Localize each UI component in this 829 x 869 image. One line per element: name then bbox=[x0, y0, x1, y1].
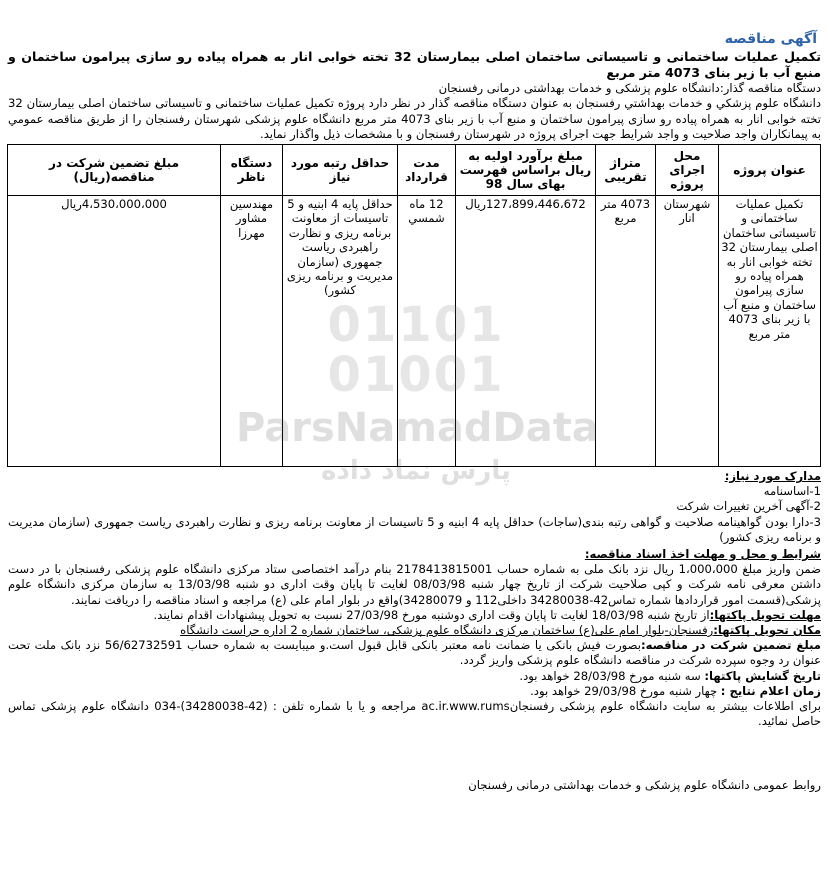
header-guarantee: مبلغ تضمین شرکت در مناقصه(ریال) bbox=[8, 145, 221, 196]
watermark-digits: 01001 bbox=[327, 347, 505, 403]
table-header-row bbox=[8, 145, 821, 196]
table-row bbox=[8, 196, 821, 467]
watermark-brand: ParsNamadData bbox=[236, 405, 599, 451]
delivery-time bbox=[8, 608, 821, 623]
header-estimate: مبلغ برآورد اولیه به ریال براساس فهرست بهای سال 98 bbox=[456, 145, 596, 196]
documents-item: 1-اساسنامه bbox=[763, 484, 821, 499]
conditions-text: ضمن واریز مبلغ 1،000،000 ریال نزد بانک ملی به شماره حساب 2178413815001 بنام درآمد اختصاصی ستاد مرکزی دانشگاه علوم پزشکی رفسنجان با در دست داشتن معرفی نامه شرکت و کپی صلاحیت شرکت از تاریخ چهار شنبه 08/03/98 لغایت تا پایان وقت اداری دو شنبه 13/03/98 به سازمان مرکزی دانشگاه علوم پزشکی(قسمت امور قراردادها شماره تماس42-34280038 داخلی112 و 34280079)واقع در بلوار امام علی (ع) مراجعه و اسناد مناقصه را دریافت نمایند. bbox=[8, 562, 821, 607]
guarantee-info bbox=[8, 638, 821, 668]
guarantee-label: مبلغ تضمین شرکت در مناقصه: bbox=[640, 638, 821, 653]
project-table bbox=[7, 144, 821, 467]
intro-paragraph: دانشگاه علوم پزشکي و خدمات بهداشتي رفسنجان به عنوان دستگاه مناقصه گذار در نظر دارد پروژه تکمیل عملیات ساختمانی و تاسیساتی ساختمان اصلی بیمارستان 32 تخته خوابی انار به همراه پیاده رو سازی پیرامون ساختمان و منبع آب با زیر بنای 4073 متر مربع دانشگاه علوم پزشکی شهرستان رفسنجان را از طريق مناقصه عمومي به پيمانکاران واجد صلاحيت و واجد شرایط جهت اجرای پروژه در شهرستان رفسنجان و با مشخصات ذيل واگذار نمايد. bbox=[8, 96, 821, 141]
header-duration: مدت قرارداد bbox=[398, 145, 456, 196]
watermark-brand-fa: پارس نماد داده bbox=[321, 456, 511, 486]
notice-heading: تکمیل عملیات ساختمانی و تاسیساتی ساختمان اصلی بیمارستان 32 تخته خوابی انار به همراه پیاده رو سازی پیرامون ساختمان و منبع آب با زیر بنای 4073 متر مربع bbox=[8, 49, 821, 81]
header-supervisor: دستگاه ناظر bbox=[221, 145, 283, 196]
results-date bbox=[8, 684, 821, 699]
notice-title: آگهی مناقصه bbox=[724, 31, 817, 47]
cell-estimate: 127،899،446،672ریال bbox=[456, 196, 596, 467]
results-date-text: چهار شنبه مورخ 29/03/98 خواهد بود. bbox=[530, 683, 721, 698]
delivery-time-label: مهلت تحویل پاکتها: bbox=[709, 607, 821, 622]
header-project-title: عنوان پروژه bbox=[719, 145, 821, 196]
footer-signature: روابط عمومی دانشگاه علوم پزشکی و خدمات بهداشتی درمانی رفسنجان bbox=[468, 778, 821, 792]
cell-min-grade: حداقل پایه 4 ابنیه و 5 تاسیسات از معاونت برنامه ریزی و نظارت راهبردی ریاست جمهوری (سازمان مدیریت و برنامه ریزی کشور) bbox=[283, 196, 398, 467]
watermark-digits: 01101 bbox=[327, 297, 505, 353]
guarantee-text: بصورت فیش بانکی یا ضمانت نامه معتبر بانکی قابل قبول است.و میبایست به شماره حساب 56/62732591 نزد بانک ملت تحت عنوان رد وجوه سپرده شرکت در مناقصه دانشگاه علوم پزشکی واریز گردد. bbox=[8, 638, 821, 668]
cell-duration: 12 ماه شمسي bbox=[398, 196, 456, 467]
documents-title: مدارک مورد نیاز: bbox=[724, 469, 821, 484]
header-min-grade: حداقل رتبه مورد نیاز bbox=[283, 145, 398, 196]
opening-date bbox=[8, 669, 821, 684]
cell-guarantee: 4،530،000،000ریال bbox=[8, 196, 221, 467]
cell-area: 4073 متر مربع bbox=[596, 196, 656, 467]
documents-item: 3-دارا بودن گواهینامه صلاحیت و گواهی رتبه بندی(ساجات) حداقل پایه 4 ابنیه و 5 تاسیسات از معاونت برنامه ریزی و نظارت راهبردی ریاست جمهوری (سازمان مدیریت و برنامه ریزی کشور) bbox=[8, 514, 821, 544]
delivery-time-text: از تاریخ شنبه 18/03/98 لغایت تا پایان وقت اداری دوشنبه مورخ 27/03/98 نسبت به تحویل پیشنهادات اقدام نمایند. bbox=[153, 607, 710, 622]
delivery-place-text: رفسنجان-بلوار امام علی(ع) ساختمان مرکزی دانشگاه علوم پزشکی، ساختمان شماره 2 اداره حراست دانشگاه bbox=[180, 623, 714, 638]
cell-project-title: تکمیل عملیات ساختمانی و تاسیساتی ساختمان اصلی بیمارستان 32 تخته خوابی انار به همراه پیاده رو سازی پیرامون ساختمان و منبع آب با زیر بنای 4073 متر مربع bbox=[719, 196, 821, 467]
header-area: متراژ تقریبی bbox=[596, 145, 656, 196]
delivery-place bbox=[8, 623, 821, 638]
opening-date-text: سه شنبه مورخ 28/03/98 خواهد بود. bbox=[519, 668, 705, 683]
documents-item: 2-آگهی آخرین تغییرات شرکت bbox=[676, 499, 821, 514]
opening-date-label: تاریخ گشایش پاکتها: bbox=[704, 668, 821, 683]
results-date-label: زمان اعلام نتایج : bbox=[720, 683, 821, 698]
conditions-title: شرایط و محل و مهلت اخذ اسناد مناقصه: bbox=[584, 547, 821, 562]
info-line: برای اطلاعات بیشتر به سایت دانشگاه علوم پزشکی رفسنجانac.ir.www.rums مراجعه و یا با شماره تلفن : (42-34280038)-034 دانشگاه علوم پزشکی تماس حاصل نمائید. bbox=[8, 699, 822, 729]
header-location: محل اجرای پروژه bbox=[656, 145, 719, 196]
delivery-place-label: مکان تحویل پاکتها: bbox=[713, 623, 821, 638]
cell-supervisor: مهندسین مشاور مهرزا bbox=[221, 196, 283, 467]
organizer-line: دستگاه مناقصه گذار:دانشگاه علوم پزشکی و خدمات بهداشتی درمانی رفسنجان bbox=[438, 81, 821, 96]
tender-notice bbox=[8, 32, 821, 729]
cell-location: شهرستان انار bbox=[656, 196, 719, 467]
